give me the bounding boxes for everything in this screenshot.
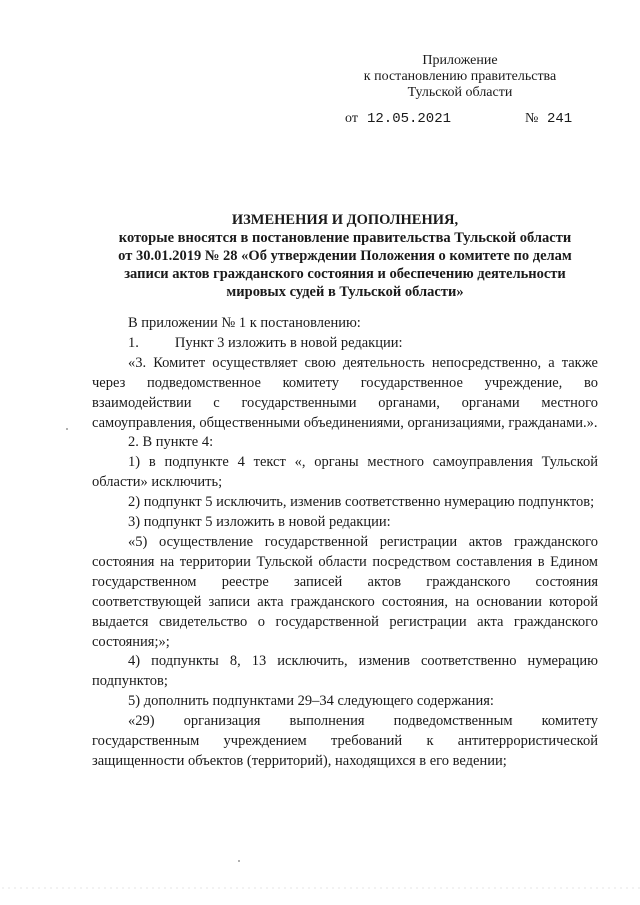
item-2: 2. В пункте 4: <box>128 434 214 451</box>
document-title <box>95 211 595 301</box>
appendix-line: Тульской области <box>407 85 513 100</box>
title-line: мировых судей в Тульской области» <box>226 284 464 300</box>
item-1-text: Пункт 3 изложить в новой редакции: <box>174 334 403 351</box>
quote-subitem-5: «5) осуществление государственной регистрации актов гражданского состояния на территории Тульской области посредством составления в Едином государственном реестре записей актов гражданского состояния соответствующей записи акта гражданского состояния, на основании которой выдается свидетельство о государственной регистрации акта гражданского состояния;»; <box>92 533 598 650</box>
document-number: 241 <box>547 111 573 127</box>
item-1-number: 1. <box>128 334 139 351</box>
title-line: записи актов гражданского состояния и обеспечению деятельности <box>124 266 566 282</box>
quote-subitem-29: «29) организация выполнения подведомственным комитету государственным учреждением требований к антитеррористической защищенности объектов (территорий), находящихся в его ведении; <box>92 713 598 769</box>
subitem-5: 5) дополнить подпунктами 29–34 следующего содержания: <box>128 693 494 710</box>
title-line: от 30.01.2019 № 28 «Об утверждении Положения о комитете по делам <box>118 248 572 264</box>
date-number-line <box>345 111 575 129</box>
subitem-3: 3) подпункт 5 изложить в новой редакции: <box>128 514 391 531</box>
scan-speck <box>66 428 68 430</box>
document-body <box>92 314 598 772</box>
title-line: ИЗМЕНЕНИЯ И ДОПОЛНЕНИЯ, <box>231 212 459 228</box>
appendix-line: к постановлению правительства <box>363 69 557 84</box>
intro-paragraph: В приложении № 1 к постановлению: <box>128 315 361 331</box>
appendix-line: Приложение <box>422 53 498 68</box>
subitem-4: 4) подпункты 8, 13 исключить, изменив соответственно нумерацию подпунктов; <box>92 653 598 690</box>
number-sign: № <box>525 111 539 126</box>
scan-speck <box>238 860 240 862</box>
from-label: от <box>345 111 358 126</box>
appendix-header <box>340 53 580 101</box>
subitem-2: 2) подпункт 5 исключить, изменив соответственно нумерацию подпунктов; <box>128 494 595 511</box>
title-line: которые вносятся в постановление правительства Тульской области <box>118 230 572 246</box>
paragraph-3-text: «3. Комитет осуществляет свою деятельность непосредственно, а также через подведомственное комитету государственное учреждение, во взаимодействии с государственными органами, органами местного самоуправления, общественными объединениями, организациями, гражданами.». <box>92 354 598 431</box>
subitem-1: 1) в подпункте 4 текст «, органы местного самоуправления Тульской области» исключить; <box>92 454 598 491</box>
scan-dotted-edge <box>0 886 640 890</box>
item-1 <box>92 334 598 354</box>
document-date: 12.05.2021 <box>367 111 452 127</box>
